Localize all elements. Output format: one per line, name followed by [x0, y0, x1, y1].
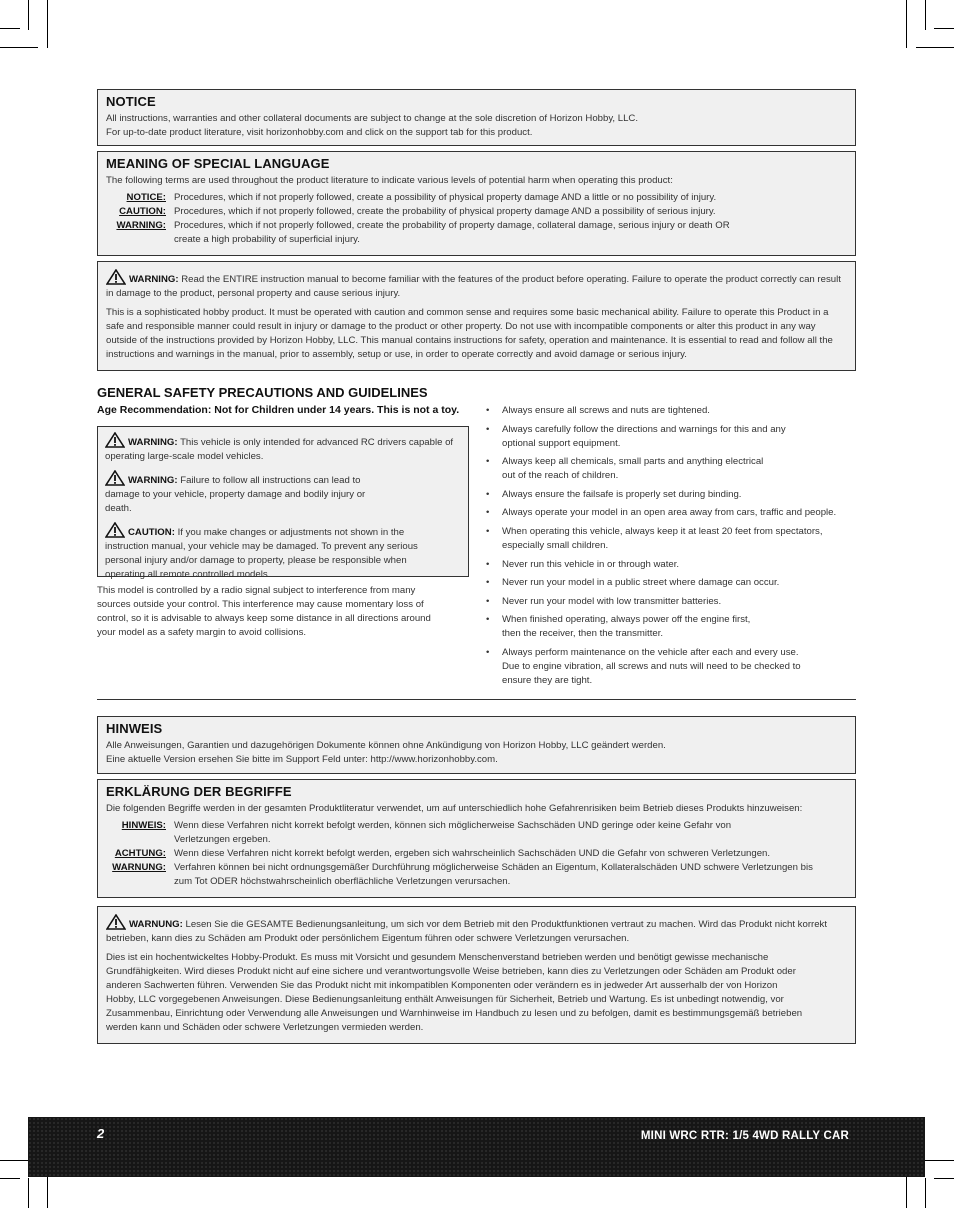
definition-row: [106, 819, 847, 847]
caution-text: If you make changes or adjustments not shown in the instruction manual, your vehicle may be damaged. To prevent any serious personal injury and/or damage to property, please be responsible when operating all remote controlled models.: [105, 527, 418, 580]
age-recommendation: Age Recommendation: Not for Children under 14 years. This is not a toy.: [97, 404, 460, 416]
erklaerung-title: ERKLÄRUNG DER BEGRIFFE: [106, 784, 292, 799]
warnung-text: Lesen Sie die GESAMTE Bedienungsanleitung, um sich vor dem Betrieb mit den Produktfunktionen vertraut zu machen. Wird das Produkt nicht korrekt betrieben, kann dies zu Schäden am Produkt oder persönlichem Eigentum führen oder schwere Verletzungen verursachen.: [106, 919, 828, 944]
list-item: • Always keep all chemicals, small parts and anything electrical out of the reach of children.: [484, 455, 856, 483]
erklaerung-box: [97, 779, 856, 898]
crop-mark: [0, 47, 38, 48]
crop-mark: [0, 1178, 20, 1179]
warning-text: Failure to follow all instructions can lead to damage to your vehicle, property damage and bodily injury or death.: [105, 475, 366, 514]
sophisticated-product-paragraph: This is a sophisticated hobby product. It must be operated with caution and common sense and requires some basic mechanical ability. Failure to operate this Product in a safe and responsible manner could result in injury or damage to the product or other property. Do not use with incompatible components or alter this product in any way outside of the instructions provided by Horizon Hobby, LLC. This manual contains instructions for safety, operation and maintenance. It is essential to read and follow all the instructions and warnings in the manual, prior to assembly, setup or use, in order to operate correctly and avoid damage or serious injury.: [106, 307, 833, 360]
crop-mark: [934, 28, 954, 29]
caution-label: CAUTION:: [128, 527, 175, 538]
crop-mark: [0, 28, 20, 29]
definition-text: Procedures, which if not properly followed, create a possibility of physical property damage AND a little or no possibility of injury.: [174, 192, 717, 203]
footer-title: MINI WRC RTR: 1/5 4WD RALLY CAR: [640, 1130, 849, 1142]
definition-term: NOTICE:: [126, 192, 166, 203]
definition-text: Wenn diese Verfahren nicht korrekt befolgt werden, können sich möglicherweise Sachschäden UND geringe oder keine Gefahr von Verletzungen ergeben.: [174, 820, 732, 845]
caution-triangle-icon: [105, 522, 125, 538]
hinweis-line-2: Eine aktuelle Version ersehen Sie bitte im Support Feld unter: http://www.horizonhobby.com.: [106, 754, 498, 765]
list-item: • When finished operating, always power off the engine first, then the receiver, then the transmitter.: [484, 613, 856, 641]
safety-warning-2: [105, 470, 461, 516]
notice-box: [97, 89, 856, 146]
warning-triangle-icon: [105, 432, 125, 448]
radio-interference-paragraph: This model is controlled by a radio signal subject to interference from many sources outside your control. This interference may cause momentary loss of control, so it is advisable to always keep some distance in all directions around your model as a safety margin to avoid collisions.: [97, 585, 431, 638]
crop-mark: [916, 47, 954, 48]
definition-list: [106, 191, 847, 247]
definition-text: Procedures, which if not properly followed, create the probability of property damage, collateral damage, serious injury or death OR create a high probability of superficial injury.: [174, 220, 730, 245]
list-item: • Never run your model with low transmitter batteries.: [484, 595, 856, 609]
special-language-intro: The following terms are used throughout the product literature to indicate various levels of potential harm when operating this product:: [106, 175, 673, 186]
definition-term: WARNUNG:: [112, 862, 166, 873]
notice-line-2: For up-to-date product literature, visit horizonhobby.com and click on the support tab for this product.: [106, 127, 533, 138]
definition-term: WARNING:: [116, 220, 166, 231]
list-item: • Always operate your model in an open area away from cars, traffic and people.: [484, 506, 856, 520]
warning-label: WARNING:: [128, 475, 178, 486]
list-item: • When operating this vehicle, always keep it at least 20 feet from spectators, especially small children.: [484, 525, 856, 553]
list-item: • Always carefully follow the directions and warnings for this and any optional support equipment.: [484, 423, 856, 451]
definition-row: [106, 847, 847, 861]
crop-mark: [906, 0, 907, 48]
definition-list: [106, 819, 847, 889]
warnung-box: [97, 906, 856, 1044]
safety-warning-1: [105, 432, 461, 464]
definition-term: ACHTUNG:: [114, 848, 166, 859]
crop-mark: [925, 0, 926, 30]
warning-box: [97, 261, 856, 371]
crop-mark: [28, 1178, 29, 1208]
definition-text: Wenn diese Verfahren nicht korrekt befolgt werden, ergeben sich wahrscheinlich Sachschäden UND die Gefahr von schweren Verletzungen.: [174, 848, 771, 859]
safety-bullet-list: [484, 404, 856, 693]
erklaerung-intro: Die folgenden Begriffe werden in der gesamten Produktliteratur verwendet, um auf unterschiedlich hohe Gefahrenrisiken beim Betrieb dieses Produkts hinzuweisen:: [106, 803, 803, 814]
warning-text: This vehicle is only intended for advanced RC drivers capable of operating large-scale model vehicles.: [105, 437, 454, 462]
warning-text: Read the ENTIRE instruction manual to become familiar with the features of the product before operating. Failure to operate the product correctly can result in damage to the product, personal property and cause serious injury.: [106, 274, 841, 299]
warning-triangle-icon: [106, 914, 126, 930]
warnung-label: WARNUNG:: [129, 919, 183, 930]
hobby-product-paragraph: Dies ist ein hochentwickeltes Hobby-Produkt. Es muss mit Vorsicht und gesundem Menschenverstand betrieben werden und benötigt gewisse mechanische Grundfähigkeiten. Wird dieses Produkt nicht auf eine sichere und verantwortungsvolle Weise betrieben, kann dies zu Verletzungen oder Schäden am Produkt oder anderen Sachwerten führen. Verwenden Sie das Produkt nicht mit inkompatiblen Komponenten oder verändern es in jedweder Art ausserhalb der von Horizon Hobby, LLC vorgegebenen Anweisungen. Diese Bedienungsanleitung enthält Anweisungen für Sicherheit, Betrieb und Wartung. Es ist unbedingt notwendig, vor Zusammenbau, Einrichtung oder Verwendung alle Anweisungen und Warnhinweise im Handbuch zu lesen und zu befolgen, damit es bestimmungsgemäß betrieben werden kann und Schäden oder schwere Verletzungen vermieden werden.: [106, 952, 803, 1033]
notice-line-1: All instructions, warranties and other collateral documents are subject to change at the sole discretion of Horizon Hobby, LLC.: [106, 113, 639, 124]
warning-label: WARNING:: [128, 437, 178, 448]
crop-mark: [934, 1178, 954, 1179]
footer-bar: [28, 1117, 925, 1177]
list-item: • Never run your model in a public street where damage can occur.: [484, 576, 856, 590]
warning-triangle-icon: [105, 470, 125, 486]
safety-caution: [105, 522, 461, 582]
warnung-paragraph: [106, 914, 847, 946]
definition-row: [106, 191, 847, 205]
definition-term: HINWEIS:: [121, 820, 166, 831]
safety-warning-box: [97, 426, 469, 580]
hinweis-line-1: Alle Anweisungen, Garantien und dazugehörigen Dokumente können ohne Ankündigung von Horizon Hobby, LLC geändert werden.: [106, 740, 666, 751]
list-item: • Always ensure all screws and nuts are tightened.: [484, 404, 856, 418]
special-language-box: [97, 151, 856, 256]
notice-title: NOTICE: [106, 94, 156, 109]
warning-paragraph: [106, 269, 847, 301]
crop-mark: [28, 0, 29, 30]
list-item: • Always ensure the failsafe is properly set during binding.: [484, 488, 856, 502]
warning-triangle-icon: [106, 269, 126, 285]
page-number: 2: [97, 1126, 105, 1141]
safety-title: GENERAL SAFETY PRECAUTIONS AND GUIDELINES: [97, 385, 428, 400]
definition-term: CAUTION:: [119, 206, 166, 217]
definition-row: [106, 205, 847, 219]
list-item: • Never run this vehicle in or through water.: [484, 558, 856, 572]
hinweis-box: [97, 716, 856, 774]
definition-text: Procedures, which if not properly followed, create the probability of physical property damage AND a possibility of serious injury.: [174, 206, 716, 217]
special-language-title: MEANING OF SPECIAL LANGUAGE: [106, 156, 330, 171]
crop-mark: [47, 0, 48, 48]
section-divider: [97, 699, 856, 700]
definition-text: Verfahren können bei nicht ordnungsgemäßer Durchführung möglicherweise Schäden an Eigentum, Kollateralschäden UND schwere Verletzungen bis zum Tot ODER höchstwahrscheinlich oberflächliche Verletzungen verursachen.: [174, 862, 813, 887]
hinweis-title: HINWEIS: [106, 721, 163, 736]
definition-row: [106, 861, 847, 889]
definition-row: [106, 219, 847, 247]
crop-mark: [925, 1178, 926, 1208]
list-item: • Always perform maintenance on the vehicle after each and every use. Due to engine vibration, all screws and nuts will need to be checked to ensure they are tight.: [484, 646, 856, 688]
warning-label: WARNING:: [129, 274, 179, 285]
